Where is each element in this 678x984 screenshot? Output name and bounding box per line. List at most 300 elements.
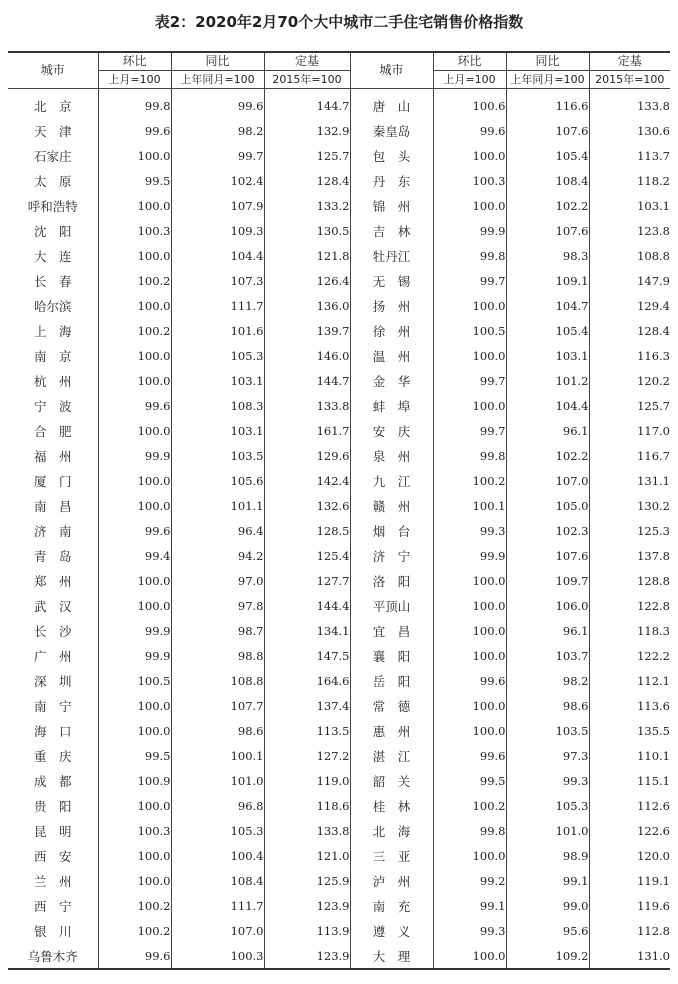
base-value: 103.1 <box>589 193 670 218</box>
base-value: 132.6 <box>264 493 350 518</box>
city-name: 平顶山 <box>350 593 433 618</box>
table-row <box>8 693 670 718</box>
mom-value: 100.0 <box>98 143 171 168</box>
yoy-header: 同比 <box>171 52 264 71</box>
yoy-value: 97.3 <box>506 743 589 768</box>
table-row <box>8 793 670 818</box>
yoy-value: 111.7 <box>171 893 264 918</box>
table-row <box>8 418 670 443</box>
mom-value: 99.8 <box>433 443 506 468</box>
table-row <box>8 593 670 618</box>
yoy-value: 109.2 <box>506 943 589 969</box>
yoy-value: 96.8 <box>171 793 264 818</box>
yoy-value: 102.2 <box>506 193 589 218</box>
yoy-value: 108.8 <box>171 668 264 693</box>
yoy-value: 100.1 <box>171 743 264 768</box>
city-name: 太 原 <box>33 173 72 189</box>
base-value: 113.5 <box>264 718 350 743</box>
mom-value: 100.0 <box>98 593 171 618</box>
mom-value: 100.3 <box>433 168 506 193</box>
mom-value: 100.0 <box>433 643 506 668</box>
mom-value: 100.0 <box>433 193 506 218</box>
yoy-value: 98.6 <box>171 718 264 743</box>
mom-value: 100.2 <box>98 918 171 943</box>
mom-value: 100.0 <box>433 618 506 643</box>
city-name: 金 华 <box>350 368 433 393</box>
base-value: 131.1 <box>589 468 670 493</box>
table-row <box>8 243 670 268</box>
base-value: 125.9 <box>264 868 350 893</box>
base-value: 161.7 <box>264 418 350 443</box>
yoy-value: 105.3 <box>171 343 264 368</box>
yoy-value: 109.1 <box>506 268 589 293</box>
table-row <box>8 168 670 193</box>
base-value: 116.3 <box>589 343 670 368</box>
table-row <box>8 768 670 793</box>
city-name: 武 汉 <box>33 598 72 614</box>
city-name: 南 京 <box>33 348 72 364</box>
yoy-value: 106.0 <box>506 593 589 618</box>
mom-value: 100.0 <box>98 843 171 868</box>
mom-value: 99.7 <box>433 418 506 443</box>
base-value: 164.6 <box>264 668 350 693</box>
city-name: 北 京 <box>33 98 72 114</box>
mom-value: 100.1 <box>433 493 506 518</box>
yoy-value: 94.2 <box>171 543 264 568</box>
base-value: 115.1 <box>589 768 670 793</box>
table-row <box>8 868 670 893</box>
city-name: 大 理 <box>350 943 433 969</box>
yoy-value: 98.9 <box>506 843 589 868</box>
mom-value: 99.5 <box>98 743 171 768</box>
yoy-value: 107.7 <box>171 693 264 718</box>
mom-value: 99.2 <box>433 868 506 893</box>
base-value: 113.6 <box>589 693 670 718</box>
mom-value: 100.6 <box>433 89 506 119</box>
city-name: 南 昌 <box>33 498 72 514</box>
mom-value: 100.0 <box>98 718 171 743</box>
yoy-value: 107.6 <box>506 118 589 143</box>
base-value: 144.7 <box>264 89 350 119</box>
yoy-subheader-2: 上年同月=100 <box>506 71 589 89</box>
mom-value: 99.9 <box>98 443 171 468</box>
table-row <box>8 618 670 643</box>
table-row <box>8 493 670 518</box>
city-name: 南 宁 <box>33 698 72 714</box>
yoy-value: 105.3 <box>506 793 589 818</box>
mom-value: 100.0 <box>433 143 506 168</box>
yoy-value: 105.4 <box>506 318 589 343</box>
mom-subheader-2: 上月=100 <box>433 71 506 89</box>
base-value: 122.8 <box>589 593 670 618</box>
base-value: 122.2 <box>589 643 670 668</box>
mom-value: 99.7 <box>433 368 506 393</box>
city-name: 遵 义 <box>350 918 433 943</box>
table-row <box>8 468 670 493</box>
mom-value: 100.0 <box>433 718 506 743</box>
city-name: 烟 台 <box>350 518 433 543</box>
mom-value: 100.0 <box>433 568 506 593</box>
city-name: 大 连 <box>33 248 72 264</box>
base-value: 123.8 <box>589 218 670 243</box>
yoy-value: 111.7 <box>171 293 264 318</box>
mom-value: 99.6 <box>98 393 171 418</box>
city-name: 三 亚 <box>350 843 433 868</box>
city-name: 长 春 <box>33 273 72 289</box>
yoy-value: 101.6 <box>171 318 264 343</box>
table-row <box>8 518 670 543</box>
base-value: 142.4 <box>264 468 350 493</box>
city-name: 青 岛 <box>33 548 72 564</box>
base-value: 128.4 <box>589 318 670 343</box>
mom-header: 环比 <box>98 52 171 71</box>
yoy-value: 98.2 <box>171 118 264 143</box>
mom-value: 99.5 <box>433 768 506 793</box>
yoy-value: 116.6 <box>506 89 589 119</box>
mom-value: 100.0 <box>98 693 171 718</box>
mom-value: 99.6 <box>98 943 171 969</box>
base-value: 119.1 <box>589 868 670 893</box>
mom-value: 100.0 <box>98 568 171 593</box>
mom-value: 99.6 <box>98 518 171 543</box>
mom-value: 100.0 <box>433 393 506 418</box>
yoy-value: 104.4 <box>506 393 589 418</box>
city-name: 深 圳 <box>33 673 72 689</box>
yoy-subheader: 上年同月=100 <box>171 71 264 89</box>
table-row <box>8 368 670 393</box>
table-row <box>8 543 670 568</box>
base-value: 130.6 <box>589 118 670 143</box>
base-value: 125.3 <box>589 518 670 543</box>
city-name: 牡丹江 <box>350 243 433 268</box>
yoy-value: 103.1 <box>171 368 264 393</box>
base-value: 112.6 <box>589 793 670 818</box>
base-value: 125.4 <box>264 543 350 568</box>
mom-value: 100.0 <box>98 468 171 493</box>
yoy-value: 99.1 <box>506 868 589 893</box>
mom-value: 100.0 <box>98 343 171 368</box>
mom-value: 99.6 <box>433 118 506 143</box>
base-value: 110.1 <box>589 743 670 768</box>
base-value: 117.0 <box>589 418 670 443</box>
city-name: 锦 州 <box>350 193 433 218</box>
table-row <box>8 318 670 343</box>
mom-value: 99.9 <box>433 543 506 568</box>
table-row <box>8 893 670 918</box>
mom-value: 100.0 <box>433 843 506 868</box>
city-name: 无 锡 <box>350 268 433 293</box>
base-value: 133.8 <box>264 393 350 418</box>
table-row <box>8 743 670 768</box>
base-value: 119.6 <box>589 893 670 918</box>
mom-value: 99.8 <box>433 243 506 268</box>
yoy-header-2: 同比 <box>506 52 589 71</box>
table-row <box>8 643 670 668</box>
yoy-value: 105.4 <box>506 143 589 168</box>
mom-value: 100.2 <box>433 793 506 818</box>
yoy-value: 104.7 <box>506 293 589 318</box>
yoy-value: 96.1 <box>506 418 589 443</box>
city-name: 徐 州 <box>350 318 433 343</box>
table-row <box>8 343 670 368</box>
mom-header-2: 环比 <box>433 52 506 71</box>
city-name: 宜 昌 <box>350 618 433 643</box>
table-row <box>8 293 670 318</box>
city-name: 惠 州 <box>350 718 433 743</box>
base-value: 119.0 <box>264 768 350 793</box>
city-name: 广 州 <box>33 648 72 664</box>
mom-value: 99.6 <box>433 743 506 768</box>
mom-value: 100.3 <box>98 218 171 243</box>
city-name: 常 德 <box>350 693 433 718</box>
mom-value: 99.3 <box>433 518 506 543</box>
base-value: 113.9 <box>264 918 350 943</box>
table-row <box>8 943 670 969</box>
yoy-value: 105.6 <box>171 468 264 493</box>
city-name: 秦皇岛 <box>350 118 433 143</box>
base-header-2: 定基 <box>589 52 670 71</box>
table-row <box>8 818 670 843</box>
mom-value: 100.0 <box>98 243 171 268</box>
price-index-table <box>8 51 670 970</box>
city-name: 合 肥 <box>33 423 72 439</box>
yoy-value: 95.6 <box>506 918 589 943</box>
base-value: 133.2 <box>264 193 350 218</box>
yoy-value: 100.4 <box>171 843 264 868</box>
city-name: 桂 林 <box>350 793 433 818</box>
base-value: 129.4 <box>589 293 670 318</box>
city-name: 贵 阳 <box>33 798 72 814</box>
table-row <box>8 218 670 243</box>
mom-value: 99.4 <box>98 543 171 568</box>
yoy-value: 109.3 <box>171 218 264 243</box>
yoy-value: 102.3 <box>506 518 589 543</box>
yoy-value: 103.5 <box>506 718 589 743</box>
base-value: 128.5 <box>264 518 350 543</box>
base-value: 118.6 <box>264 793 350 818</box>
mom-value: 100.5 <box>98 668 171 693</box>
base-value: 108.8 <box>589 243 670 268</box>
yoy-value: 107.0 <box>171 918 264 943</box>
base-value: 128.4 <box>264 168 350 193</box>
base-value: 135.5 <box>589 718 670 743</box>
mom-value: 100.9 <box>98 768 171 793</box>
base-value: 134.1 <box>264 618 350 643</box>
city-name: 宁 波 <box>33 398 72 414</box>
base-value: 127.7 <box>264 568 350 593</box>
mom-value: 99.8 <box>98 89 171 119</box>
base-value: 144.7 <box>264 368 350 393</box>
city-name: 吉 林 <box>350 218 433 243</box>
city-name: 洛 阳 <box>350 568 433 593</box>
mom-value: 100.2 <box>98 268 171 293</box>
mom-value: 99.3 <box>433 918 506 943</box>
base-value: 125.7 <box>264 143 350 168</box>
base-value: 123.9 <box>264 943 350 969</box>
base-value: 137.4 <box>264 693 350 718</box>
yoy-value: 97.8 <box>171 593 264 618</box>
city-name: 哈尔滨 <box>33 298 72 314</box>
city-name: 昆 明 <box>33 823 72 839</box>
table-row <box>8 843 670 868</box>
city-name: 郑 州 <box>33 573 72 589</box>
mom-value: 99.9 <box>98 618 171 643</box>
yoy-value: 98.3 <box>506 243 589 268</box>
mom-value: 100.0 <box>433 943 506 969</box>
base-value: 137.8 <box>589 543 670 568</box>
city-name: 天 津 <box>33 123 72 139</box>
base-value: 125.7 <box>589 393 670 418</box>
city-name: 成 都 <box>33 773 72 789</box>
mom-value: 100.2 <box>98 318 171 343</box>
yoy-value: 102.2 <box>506 443 589 468</box>
base-value: 144.4 <box>264 593 350 618</box>
mom-value: 99.9 <box>433 218 506 243</box>
mom-value: 100.2 <box>98 893 171 918</box>
table-row <box>8 443 670 468</box>
mom-value: 99.1 <box>433 893 506 918</box>
base-value: 129.6 <box>264 443 350 468</box>
table-title: 表2：2020年2月70个大中城市二手住宅销售价格指数 <box>154 13 524 31</box>
table-row <box>8 718 670 743</box>
base-value: 120.2 <box>589 368 670 393</box>
city-name: 沈 阳 <box>33 223 72 239</box>
yoy-value: 103.1 <box>171 418 264 443</box>
base-value: 128.8 <box>589 568 670 593</box>
city-name: 重 庆 <box>33 748 72 764</box>
base-value: 126.4 <box>264 268 350 293</box>
city-name: 丹 东 <box>350 168 433 193</box>
yoy-value: 99.6 <box>171 89 264 119</box>
city-name: 石家庄 <box>33 148 72 164</box>
mom-value: 99.6 <box>98 118 171 143</box>
base-value: 136.0 <box>264 293 350 318</box>
city-name: 温 州 <box>350 343 433 368</box>
mom-value: 99.5 <box>98 168 171 193</box>
base-value: 133.8 <box>589 89 670 119</box>
mom-value: 99.8 <box>433 818 506 843</box>
mom-value: 100.0 <box>98 368 171 393</box>
yoy-value: 101.2 <box>506 368 589 393</box>
city-name: 扬 州 <box>350 293 433 318</box>
city-name: 北 海 <box>350 818 433 843</box>
base-value: 118.2 <box>589 168 670 193</box>
city-name: 济 南 <box>33 523 72 539</box>
mom-value: 100.3 <box>98 818 171 843</box>
city-name: 唐 山 <box>350 89 433 119</box>
yoy-value: 101.0 <box>506 818 589 843</box>
mom-value: 100.0 <box>98 868 171 893</box>
base-header: 定基 <box>264 52 350 71</box>
yoy-value: 100.3 <box>171 943 264 969</box>
base-value: 132.9 <box>264 118 350 143</box>
city-name: 乌鲁木齐 <box>8 943 98 969</box>
yoy-value: 101.1 <box>171 493 264 518</box>
city-name: 蚌 埠 <box>350 393 433 418</box>
mom-value: 100.0 <box>98 418 171 443</box>
mom-value: 100.0 <box>98 193 171 218</box>
city-name: 兰 州 <box>33 873 72 889</box>
city-name: 长 沙 <box>33 623 72 639</box>
table-row <box>8 918 670 943</box>
base-value: 131.0 <box>589 943 670 969</box>
yoy-value: 99.7 <box>171 143 264 168</box>
yoy-value: 103.5 <box>171 443 264 468</box>
city-name: 福 州 <box>33 448 72 464</box>
yoy-value: 98.6 <box>506 693 589 718</box>
base-value: 147.9 <box>589 268 670 293</box>
city-header-2: 城市 <box>350 52 433 89</box>
base-value: 116.7 <box>589 443 670 468</box>
yoy-value: 96.4 <box>171 518 264 543</box>
yoy-value: 108.3 <box>171 393 264 418</box>
mom-value: 100.2 <box>433 468 506 493</box>
city-name: 泸 州 <box>350 868 433 893</box>
city-name: 杭 州 <box>33 373 72 389</box>
base-value: 112.8 <box>589 918 670 943</box>
mom-value: 100.0 <box>433 293 506 318</box>
city-name: 九 江 <box>350 468 433 493</box>
city-name: 厦 门 <box>33 473 72 489</box>
mom-value: 99.7 <box>433 268 506 293</box>
base-value: 118.3 <box>589 618 670 643</box>
base-value: 133.8 <box>264 818 350 843</box>
table-row <box>8 193 670 218</box>
base-value: 146.0 <box>264 343 350 368</box>
yoy-value: 96.1 <box>506 618 589 643</box>
yoy-value: 101.0 <box>171 768 264 793</box>
table-row <box>8 568 670 593</box>
yoy-value: 107.0 <box>506 468 589 493</box>
yoy-value: 97.0 <box>171 568 264 593</box>
base-value: 120.0 <box>589 843 670 868</box>
table-row <box>8 118 670 143</box>
city-name: 呼和浩特 <box>27 198 78 214</box>
base-value: 121.0 <box>264 843 350 868</box>
mom-value: 100.0 <box>98 793 171 818</box>
yoy-value: 103.1 <box>506 343 589 368</box>
city-name: 赣 州 <box>350 493 433 518</box>
base-value: 122.6 <box>589 818 670 843</box>
city-name: 襄 阳 <box>350 643 433 668</box>
base-value: 123.9 <box>264 893 350 918</box>
city-name: 西 宁 <box>33 898 72 914</box>
mom-value: 100.0 <box>98 293 171 318</box>
yoy-value: 103.7 <box>506 643 589 668</box>
yoy-value: 107.6 <box>506 543 589 568</box>
city-name: 岳 阳 <box>350 668 433 693</box>
city-name: 海 口 <box>33 723 72 739</box>
mom-value: 99.6 <box>433 668 506 693</box>
base-subheader-2: 2015年=100 <box>589 71 670 89</box>
table-row <box>8 143 670 168</box>
city-header: 城市 <box>8 52 98 89</box>
base-value: 130.5 <box>264 218 350 243</box>
base-value: 147.5 <box>264 643 350 668</box>
yoy-value: 107.3 <box>171 268 264 293</box>
base-value: 130.2 <box>589 493 670 518</box>
city-name: 南 充 <box>350 893 433 918</box>
base-value: 112.1 <box>589 668 670 693</box>
mom-value: 100.0 <box>433 693 506 718</box>
city-name: 包 头 <box>350 143 433 168</box>
mom-value: 100.5 <box>433 318 506 343</box>
yoy-value: 109.7 <box>506 568 589 593</box>
yoy-value: 107.9 <box>171 193 264 218</box>
yoy-value: 98.8 <box>171 643 264 668</box>
yoy-value: 99.3 <box>506 768 589 793</box>
yoy-value: 102.4 <box>171 168 264 193</box>
